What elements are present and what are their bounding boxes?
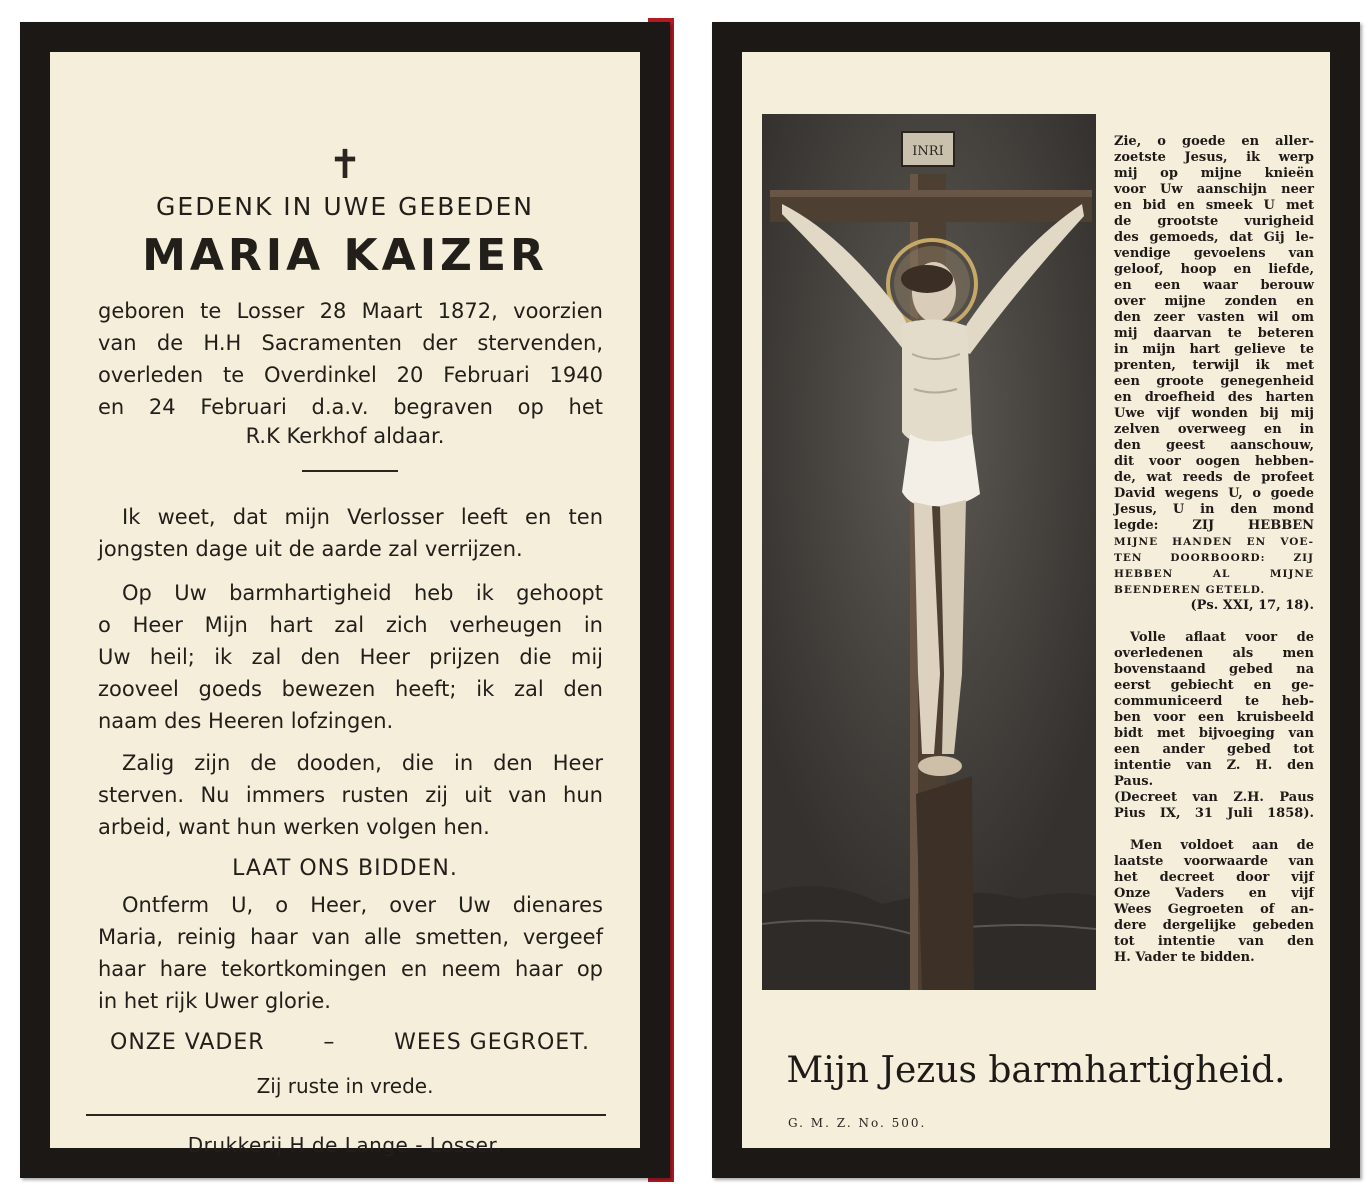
closing-prayers (110, 1030, 590, 1055)
prayer-line: Ontferm U, o Heer, over Uw dienares (122, 893, 603, 917)
scripture-line: zooveel goeds bewezen heeft; ik zal den (98, 677, 603, 701)
indulgence-line: overledenen als men (1114, 646, 1314, 661)
crucifix-image (762, 114, 1096, 990)
bio-line: geboren te Losser 28 Maart 1872, voorzien (98, 299, 603, 323)
prayer-line: des gemoeds, dat Gij le- (1114, 230, 1314, 245)
scripture-line: o Heer Mijn hart zal zich verheugen in (98, 613, 603, 637)
prayer-line: den geest aanschouw, (1114, 438, 1314, 453)
condition-line: Wees Gegroeten of an- (1114, 902, 1314, 917)
scripture-line: Uw heil; ik zal den Heer prijzen die mij (98, 645, 603, 669)
prayer-line: voor Uw aanschijn neer (1114, 182, 1314, 197)
prayer-line: HEBBEN AL MIJNE (1114, 568, 1314, 580)
wees-gegroet-label: WEES GEGROET. (394, 1030, 590, 1055)
prayer-line: BEENDEREN GETELD. (1114, 584, 1266, 596)
prayer-line: geloof, hoop en liefde, (1114, 262, 1314, 277)
prayer-line: Uwe vijf wonden bij mij (1114, 406, 1314, 421)
cross-icon: ✝ (328, 142, 362, 188)
deceased-name: MARIA KAIZER (142, 230, 548, 281)
footer-rule (86, 1114, 606, 1116)
prayer-line: Jesus, U in den mond (1114, 502, 1314, 517)
remember-heading: GEDENK IN UWE GEBEDEN (156, 192, 534, 221)
onze-vader-label: ONZE VADER (110, 1030, 265, 1055)
psalm-reference: (Ps. XXI, 17, 18). (1190, 598, 1314, 613)
prayer-line: de, wat reeds de profeet (1114, 470, 1314, 485)
prayer-line: de grootste vurigheid (1114, 214, 1314, 229)
prayer-line: mij op mijne knieën (1114, 166, 1314, 181)
prayer-line: haar hare tekortkomingen en neem haar op (98, 957, 603, 981)
bio-line: van de H.H Sacramenten der stervenden, (98, 331, 603, 355)
decree-line: (Decreet van Z.H. Paus (1114, 790, 1314, 805)
decree-line: Pius IX, 31 Juli 1858). (1114, 806, 1314, 821)
bio-line: overleden te Overdinkel 20 Februari 1940 (98, 363, 603, 387)
prayer-line: Maria, reinig haar van alle smetten, vergeef (98, 925, 603, 949)
indulgence-line: intentie van Z. H. den (1114, 758, 1314, 773)
prayer-heading: LAAT ONS BIDDEN. (232, 856, 458, 881)
scripture-line: Op Uw barmhartigheid heb ik gehoopt (122, 581, 603, 605)
indulgence-line: Volle aflaat voor de (1130, 630, 1314, 645)
printer-credit: Drukkerij H de Lange - Losser. (187, 1133, 503, 1157)
indulgence-line: een ander gebed tot (1114, 742, 1314, 757)
prayer-line: over mijne zonden en (1114, 294, 1314, 309)
card-front-paper (50, 52, 640, 1157)
prayer-line: en droefheid des harten (1114, 390, 1314, 405)
prayer-line: prenten, terwijl ik met (1114, 358, 1314, 373)
indulgence-line: ben voor een kruisbeeld (1114, 710, 1314, 725)
prayer-line: TEN DOORBOORD: ZIJ (1114, 552, 1314, 564)
print-code: G. M. Z. No. 500. (788, 1116, 927, 1130)
bio-line: R.K Kerkhof aldaar. (245, 424, 445, 448)
prayer-line: zelven overweeg en in (1114, 422, 1314, 437)
card-back-paper (742, 52, 1330, 1148)
prayer-line: den zeer vasten wil om (1114, 310, 1314, 325)
condition-line: het decreet door vijf (1114, 870, 1314, 885)
prayer-line: in het rijk Uwer glorie. (98, 989, 331, 1013)
scripture-line: naam des Heeren lofzingen. (98, 709, 394, 733)
prayer-line: in mijn hart gelieve te (1114, 342, 1314, 357)
prayer-line: legde: ZIJ HEBBEN (1114, 518, 1314, 533)
prayer-dash: – (323, 1030, 336, 1055)
inri-plaque-text: INRI (912, 144, 944, 159)
memorial-card-back (712, 22, 1360, 1178)
scripture-line: Zalig zijn de dooden, die in den Heer (122, 751, 603, 775)
scripture-line: sterven. Nu immers rusten zij uit van hun (98, 783, 603, 807)
separator-rule (302, 470, 398, 472)
condition-line: H. Vader te bidden. (1114, 950, 1255, 965)
prayer-line: David wegens U, o goede (1114, 486, 1314, 501)
indulgence-line: Paus. (1114, 774, 1154, 789)
indulgence-line: bovenstaand gebed na (1114, 662, 1314, 677)
prayer-line: en bid en smeek U met (1114, 198, 1314, 213)
indulgence-line: bidt met bijvoeging van (1114, 726, 1314, 741)
indulgence-line: communiceerd te heb- (1114, 694, 1314, 709)
rest-in-peace: Zij ruste in vrede. (256, 1074, 434, 1098)
condition-line: tot intentie van den (1114, 934, 1314, 949)
prayer-line: vendige gevoelens van (1114, 246, 1314, 261)
crucifix-illustration (762, 114, 1096, 990)
condition-line: Men voldoet aan de (1130, 838, 1314, 853)
prayer-line: Zie, o goede en aller- (1114, 134, 1314, 149)
prayer-line: dit voor oogen hebben- (1114, 454, 1314, 469)
card-title: Mijn Jezus barmhartigheid. (786, 1050, 1286, 1091)
prayer-line: een groote genegenheid (1114, 374, 1314, 389)
prayer-line: en een waar berouw (1114, 278, 1314, 293)
condition-line: laatste voorwaarde van (1114, 854, 1314, 869)
memorial-card-front (20, 22, 670, 1178)
condition-line: dere dergelijke gebeden (1114, 918, 1314, 933)
prayer-line: MIJNE HANDEN EN VOE- (1114, 536, 1314, 548)
scripture-line: jongsten dage uit de aarde zal verrijzen. (98, 537, 523, 561)
prayer-line: mij daarvan te beteren (1114, 326, 1314, 341)
prayer-line: zoetste Jesus, ik werp (1114, 150, 1314, 165)
condition-line: Onze Vaders en vijf (1114, 886, 1314, 901)
indulgence-line: eerst gebiecht en ge- (1114, 678, 1314, 693)
bio-line: en 24 Februari d.a.v. begraven op het (98, 395, 603, 419)
scripture-line: arbeid, want hun werken volgen hen. (98, 815, 490, 839)
scripture-line: Ik weet, dat mijn Verlosser leeft en ten (122, 505, 603, 529)
